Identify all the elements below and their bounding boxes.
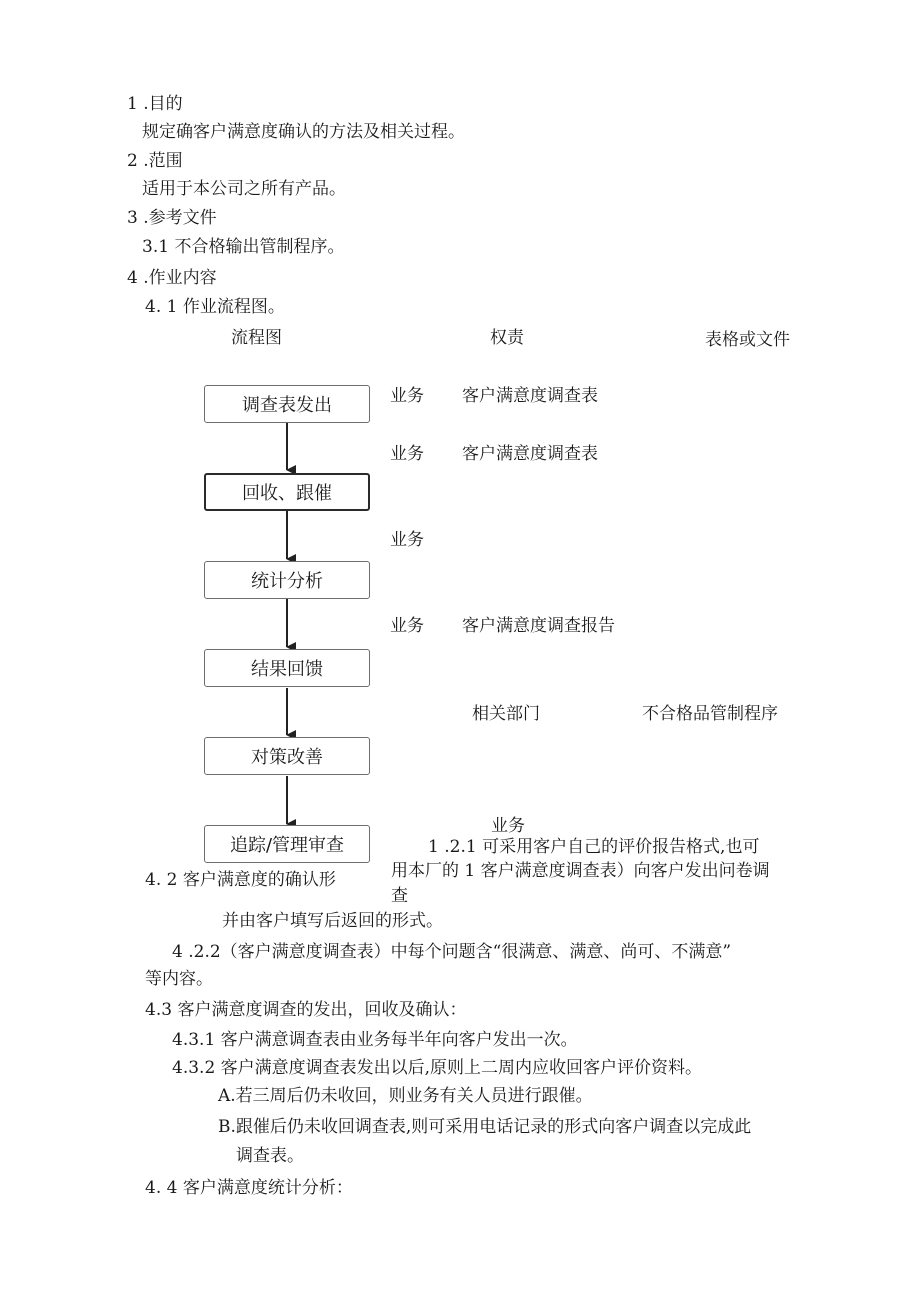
- resp-4-form: 客户满意度调查报告: [462, 616, 615, 636]
- section-1-heading: 1 .目的: [127, 94, 183, 114]
- resp-5-dept: 相关部门: [472, 704, 540, 724]
- header-flowchart: 流程图: [231, 328, 282, 348]
- flow-step-collect-followup: 回收、跟催: [204, 473, 370, 511]
- flow-step-survey-issue: 调查表发出: [204, 385, 370, 423]
- resp-2-form: 客户满意度调查表: [462, 444, 598, 464]
- section-4-1-text: 4. 1 作业流程图。: [145, 297, 285, 317]
- flow-step-improvement: 对策改善: [204, 737, 370, 775]
- flow-step-statistics: 统计分析: [204, 561, 370, 599]
- section-1-text: 规定确客户满意度确认的方法及相关过程。: [142, 122, 465, 142]
- resp-1-form: 客户满意度调查表: [462, 386, 598, 406]
- resp-6-dept: 业务: [491, 816, 525, 836]
- flow-step-feedback: 结果回馈: [204, 649, 370, 687]
- flow-step-tracking-review: 追踪/管理审查: [204, 825, 370, 863]
- para-4-3-2-b-line2: 调查表。: [236, 1146, 304, 1166]
- resp-4-dept: 业务: [390, 616, 424, 636]
- section-3-heading: 3 .参考文件: [127, 208, 217, 228]
- para-4-2-1-line4: 并由客户填写后返回的形式。: [222, 911, 443, 931]
- para-4-3-2-a: A.若三周后仍未收回，则业务有关人员进行跟催。: [218, 1086, 593, 1106]
- para-4-3-2-b-line1: B.跟催后仍未收回调查表,则可采用电话记录的形式向客户调查以完成此: [218, 1117, 752, 1137]
- section-3-1-text: 3.1 不合格输出管制程序。: [142, 237, 345, 257]
- para-4-3-1: 4.3.1 客户满意调查表由业务每半年向客户发出一次。: [172, 1030, 578, 1050]
- para-4-2-1-line3: 查: [391, 886, 408, 906]
- resp-1-dept: 业务: [390, 386, 424, 406]
- resp-2-dept: 业务: [390, 444, 424, 464]
- section-4-2-heading: 4. 2 客户满意度的确认形: [145, 870, 336, 890]
- para-4-2-2-line2: 等内容。: [145, 969, 213, 989]
- para-4-2-2-line1: 4 .2.2（客户满意度调查表）中每个问题含“很满意、满意、尚可、不满意”: [172, 942, 732, 962]
- resp-5-form: 不合格品管制程序: [642, 704, 778, 724]
- section-2-text: 适用于本公司之所有产品。: [142, 179, 346, 199]
- para-4-2-1-line1: 1 .2.1 可采用客户自己的评价报告格式,也可: [428, 837, 760, 857]
- para-4-2-1-line2: 用本厂的 1 客户满意度调查表）向客户发出问卷调: [391, 861, 770, 881]
- section-2-heading: 2 .范围: [127, 151, 183, 171]
- header-forms: 表格或文件: [705, 330, 790, 350]
- resp-3-dept: 业务: [390, 530, 424, 550]
- section-4-3-heading: 4.3 客户满意度调查的发出，回收及确认：: [145, 1000, 467, 1020]
- para-4-3-2: 4.3.2 客户满意度调查表发出以后,原则上二周内应收回客户评价资料。: [172, 1058, 703, 1078]
- header-responsibility: 权责: [490, 328, 524, 348]
- section-4-heading: 4 .作业内容: [127, 268, 217, 288]
- section-4-4-heading: 4. 4 客户满意度统计分析：: [145, 1178, 353, 1198]
